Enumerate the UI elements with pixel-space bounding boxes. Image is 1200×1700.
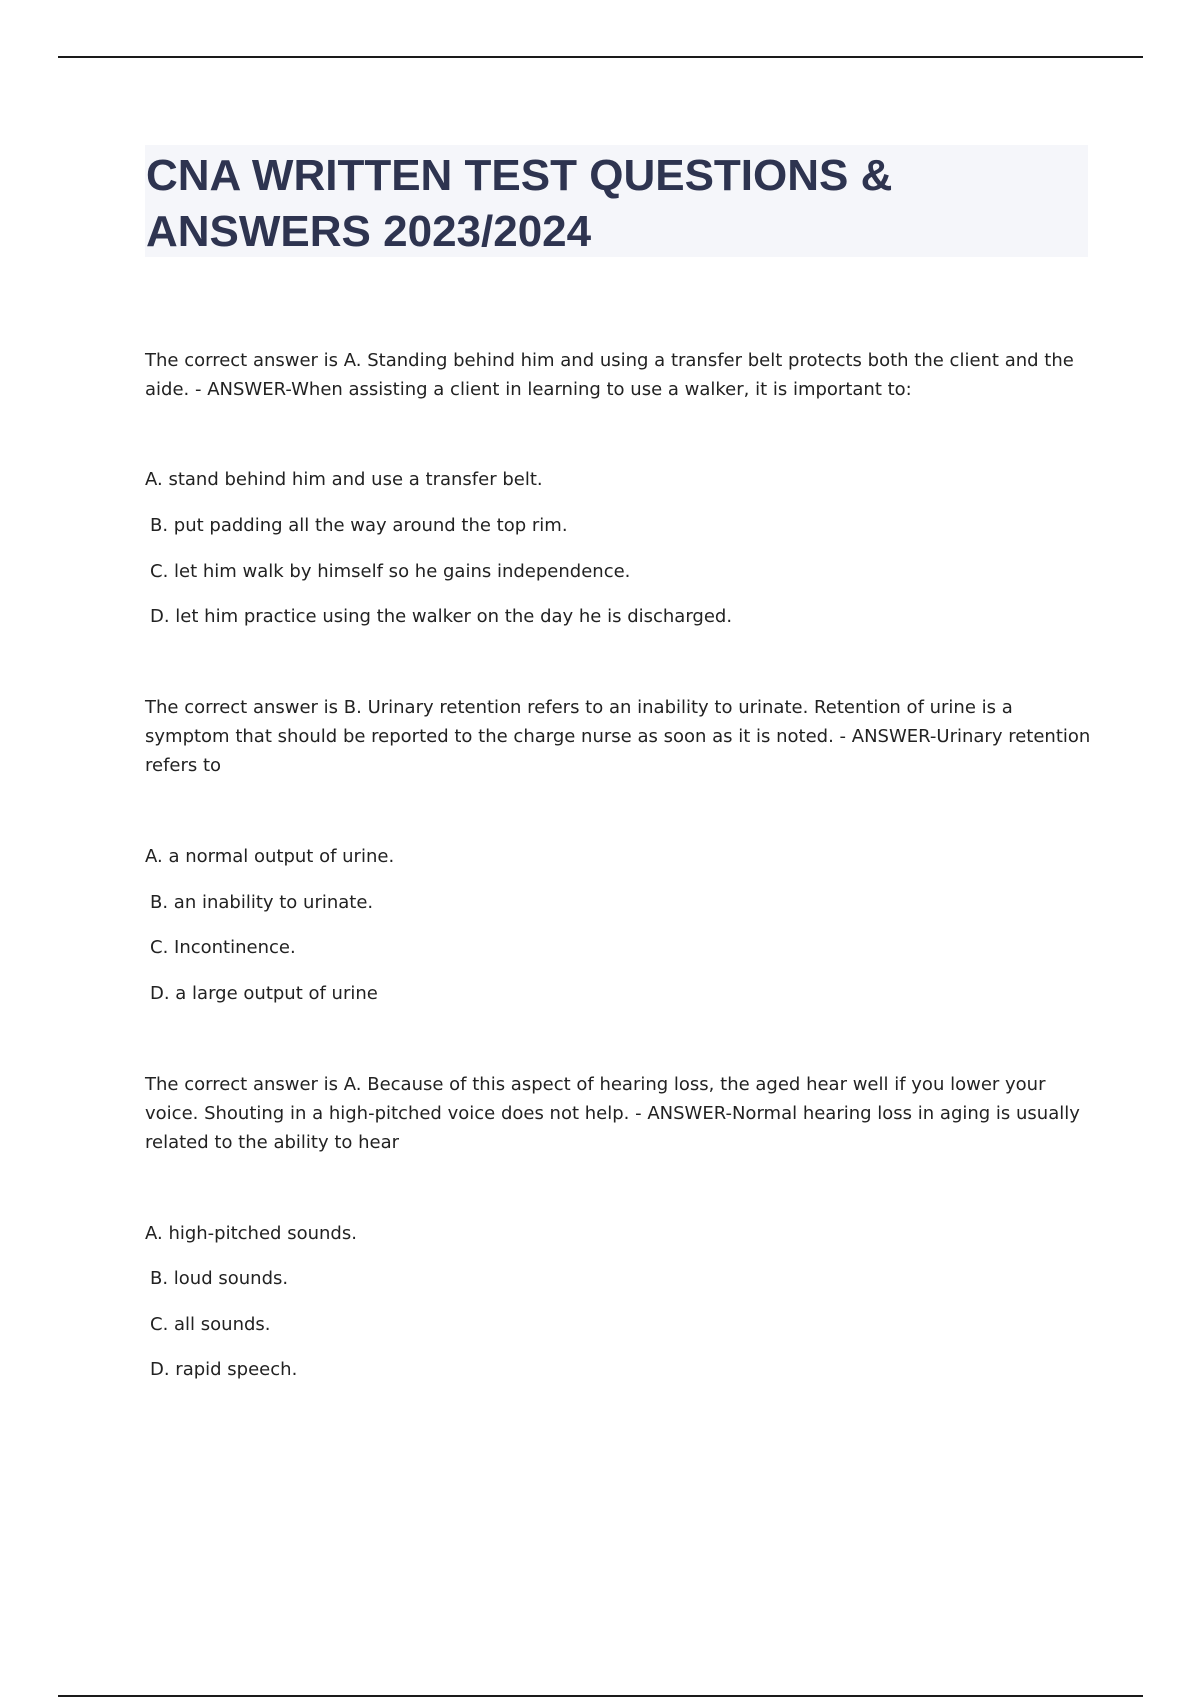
question-text: The correct answer is A. Standing behind him and using a transfer belt protects both the client and the aide. - ANSWER-When assisting a client in learning to use a walker, it is important to: [145, 350, 1074, 400]
answer-option: C. let him walk by himself so he gains independence. [150, 561, 631, 582]
answer-option: C. Incontinence. [150, 937, 296, 958]
answer-option: B. put padding all the way around the top rim. [150, 515, 568, 536]
bottom-divider [58, 1695, 1143, 1697]
answer-option: A. high-pitched sounds. [145, 1223, 357, 1244]
answer-option: D. rapid speech. [150, 1359, 298, 1380]
document-title: CNA WRITTEN TEST QUESTIONS & ANSWERS 2023/2024 [146, 151, 893, 256]
question-text: The correct answer is B. Urinary retention refers to an inability to urinate. Retention of urine is a symptom that should be reported to the charge nurse as soon as it is noted. - ANSWER-Urinary retention refers to [145, 697, 1091, 776]
top-divider [58, 56, 1143, 58]
answer-option: B. loud sounds. [150, 1268, 289, 1289]
question-text: The correct answer is A. Because of this aspect of hearing loss, the aged hear well if you lower your voice. Shouting in a high-pitched voice does not help. - ANSWER-Normal hearing loss in aging is usually related to the ability to hear [145, 1074, 1080, 1153]
answer-option: B. an inability to urinate. [150, 892, 374, 913]
answer-option: C. all sounds. [150, 1314, 271, 1335]
answer-option: D. a large output of urine [150, 983, 378, 1004]
answer-option: A. stand behind him and use a transfer belt. [145, 469, 543, 490]
answer-option: A. a normal output of urine. [145, 846, 395, 867]
answer-option: D. let him practice using the walker on the day he is discharged. [150, 606, 733, 627]
